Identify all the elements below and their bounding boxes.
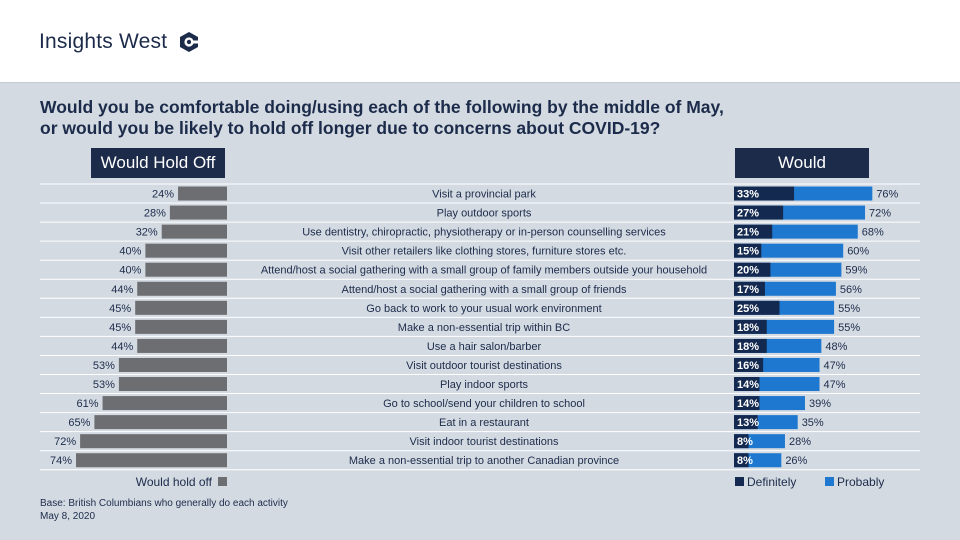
hold-off-bar bbox=[137, 339, 227, 353]
hold-off-value-label: 44% bbox=[111, 340, 134, 353]
definitely-value-label: 25% bbox=[737, 302, 760, 315]
footer-note bbox=[40, 497, 288, 523]
legend-probably-swatch bbox=[825, 477, 834, 486]
chart-title-line-2: or would you be likely to hold off longer due to concerns about COVID-19? bbox=[40, 118, 661, 138]
definitely-value-label: 18% bbox=[737, 340, 760, 353]
would-total-value-label: 47% bbox=[823, 359, 846, 372]
hold-off-value-label: 24% bbox=[152, 188, 175, 201]
would-total-value-label: 60% bbox=[847, 245, 870, 258]
category-label: Go to school/send your children to school bbox=[383, 398, 585, 411]
category-label: Make a non-essential trip within BC bbox=[397, 321, 571, 334]
category-label: Visit a provincial park bbox=[432, 188, 536, 201]
definitely-value-label: 27% bbox=[737, 207, 760, 220]
category-label: Use a hair salon/barber bbox=[426, 340, 542, 353]
category-label: Visit other retailers like clothing stores, furniture stores etc. bbox=[341, 245, 627, 258]
hold-off-bar bbox=[162, 225, 227, 239]
hold-off-bar bbox=[178, 187, 227, 201]
hold-off-value-label: 72% bbox=[54, 436, 77, 449]
legend-probably-label: Probably bbox=[837, 475, 885, 489]
would-banner: Would bbox=[735, 148, 869, 178]
category-label: Play indoor sports bbox=[439, 379, 529, 392]
hold-off-bar bbox=[145, 244, 227, 258]
category-label: Visit outdoor tourist destinations bbox=[406, 359, 562, 372]
category-label: Use dentistry, chiropractic, physiotherapy or in-person counselling services bbox=[302, 226, 666, 239]
definitely-value-label: 14% bbox=[737, 398, 760, 411]
hold-off-bar bbox=[137, 282, 227, 296]
hold-off-bar bbox=[170, 206, 227, 220]
definitely-value-label: 15% bbox=[737, 245, 760, 258]
brand-logo-text: Insights West bbox=[39, 30, 168, 53]
would-total-value-label: 26% bbox=[785, 455, 808, 468]
hold-off-value-label: 74% bbox=[50, 455, 73, 468]
would-total-value-label: 59% bbox=[845, 264, 868, 277]
definitely-value-label: 14% bbox=[737, 379, 760, 392]
hold-off-value-label: 45% bbox=[109, 321, 132, 334]
category-label: Go back to work to your usual work environment bbox=[366, 302, 602, 315]
would-total-value-label: 55% bbox=[838, 321, 861, 334]
hold-off-bar bbox=[103, 396, 227, 410]
definitely-value-label: 8% bbox=[737, 436, 753, 449]
would-hold-off-banner: Would Hold Off bbox=[91, 148, 225, 178]
footer-date-text: May 8, 2020 bbox=[40, 511, 96, 522]
category-label: Make a non-essential trip to another Canadian province bbox=[348, 455, 620, 468]
legend-hold-off-label: Would hold off bbox=[135, 475, 212, 489]
hold-off-value-label: 32% bbox=[135, 226, 158, 239]
definitely-value-label: 20% bbox=[737, 264, 760, 277]
definitely-value-label: 16% bbox=[737, 359, 760, 372]
would-total-value-label: 56% bbox=[839, 283, 862, 296]
hold-off-bar bbox=[76, 453, 227, 467]
hold-off-bar bbox=[119, 358, 227, 372]
would-total-value-label: 35% bbox=[801, 417, 824, 430]
would-total-value-label: 48% bbox=[825, 340, 848, 353]
category-label: Attend/host a social gathering with a small group of friends bbox=[341, 283, 627, 296]
would-total-value-label: 28% bbox=[788, 436, 811, 449]
would-total-value-label: 76% bbox=[876, 188, 899, 201]
category-label: Attend/host a social gathering with a small group of family members outside your household bbox=[260, 264, 708, 277]
would-total-value-label: 47% bbox=[823, 379, 846, 392]
would-total-value-label: 68% bbox=[861, 226, 884, 239]
hold-off-value-label: 53% bbox=[92, 379, 115, 392]
would-total-value-label: 55% bbox=[838, 302, 861, 315]
hold-off-value-label: 28% bbox=[143, 207, 166, 220]
legend-hold-off-swatch bbox=[218, 477, 227, 486]
definitely-value-label: 8% bbox=[737, 455, 753, 468]
hold-off-value-label: 65% bbox=[68, 417, 91, 430]
hold-off-bar bbox=[145, 263, 227, 277]
hold-off-value-label: 44% bbox=[111, 283, 134, 296]
hold-off-value-label: 53% bbox=[92, 359, 115, 372]
category-label: Visit indoor tourist destinations bbox=[409, 436, 559, 449]
definitely-value-label: 33% bbox=[737, 188, 760, 201]
hold-off-bar bbox=[119, 377, 227, 391]
category-label: Eat in a restaurant bbox=[439, 417, 529, 430]
hold-off-value-label: 40% bbox=[119, 264, 142, 277]
would-total-value-label: 39% bbox=[808, 398, 832, 411]
category-label: Play outdoor sports bbox=[436, 207, 532, 220]
footer-base-text: Base: British Columbians who generally do each activity bbox=[40, 498, 288, 509]
chart-title-line-1: Would you be comfortable doing/using each of the following by the middle of May, bbox=[40, 97, 724, 117]
hold-off-bar bbox=[94, 415, 227, 429]
hold-off-value-label: 61% bbox=[76, 398, 99, 411]
hold-off-value-label: 45% bbox=[109, 302, 132, 315]
legend-definitely-label: Definitely bbox=[747, 475, 797, 489]
definitely-value-label: 18% bbox=[737, 321, 760, 334]
hold-off-value-label: 40% bbox=[119, 245, 142, 258]
legend-definitely-swatch bbox=[735, 477, 744, 486]
definitely-value-label: 13% bbox=[737, 417, 760, 430]
hold-off-bar bbox=[80, 434, 227, 448]
would-total-value-label: 72% bbox=[869, 207, 892, 220]
hold-off-bar bbox=[135, 301, 227, 315]
definitely-value-label: 21% bbox=[737, 226, 760, 239]
definitely-value-label: 17% bbox=[737, 283, 760, 296]
hold-off-bar bbox=[135, 320, 227, 334]
